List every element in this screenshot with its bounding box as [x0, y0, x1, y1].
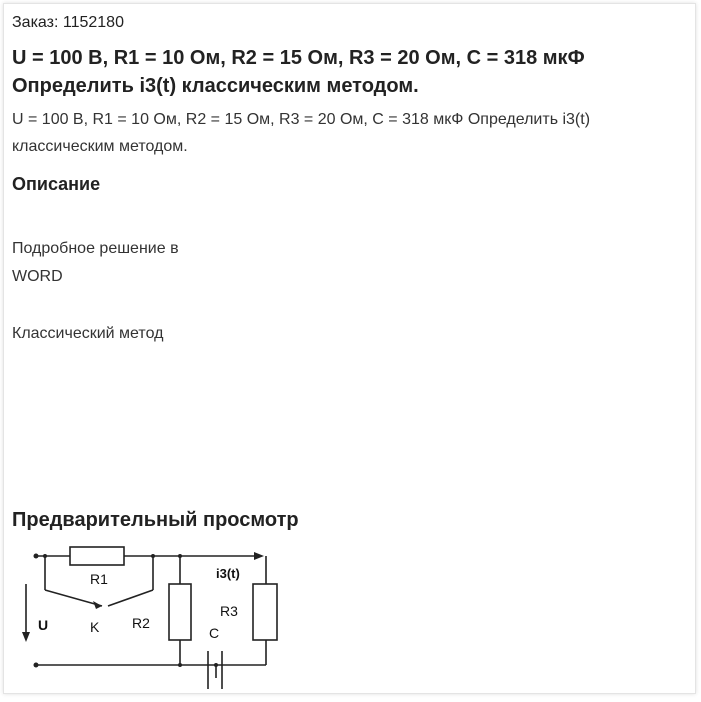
- description-body: [12, 235, 687, 348]
- description-line-1: Подробное решение в WORD: [12, 240, 179, 285]
- resistor-r2-icon: [169, 584, 191, 640]
- resistor-r1-icon: [70, 547, 124, 565]
- current-arrow-icon: [254, 552, 264, 560]
- resistor-r3-icon: [253, 584, 277, 640]
- label-c: C: [209, 625, 220, 641]
- description-heading: Описание: [12, 174, 101, 194]
- description-line-2: Классический метод: [12, 325, 164, 342]
- label-r3: R3: [220, 603, 238, 619]
- page-title: U = 100 В, R1 = 10 Ом, R2 = 15 Ом, R3 = 20 Ом, С = 318 мкФ Определить i3(t) классическим методом.: [12, 47, 585, 97]
- label-r1: R1: [90, 571, 108, 587]
- order-number: Заказ: 1152180: [12, 14, 124, 31]
- terminal-top-icon: [34, 554, 39, 559]
- circuit-diagram: [12, 546, 282, 694]
- label-i3: i3(t): [216, 566, 240, 581]
- label-k: K: [90, 619, 100, 635]
- switch-k-icon: [45, 590, 102, 606]
- task-summary: U = 100 В, R1 = 10 Ом, R2 = 15 Ом, R3 = 20 Ом, С = 318 мкФ Определить i3(t) классическим методом.: [12, 111, 591, 155]
- preview-heading: Предварительный просмотр: [12, 509, 299, 531]
- terminal-bottom-icon: [34, 663, 39, 668]
- product-card: [3, 3, 696, 694]
- label-u: U: [38, 617, 49, 633]
- voltage-arrow-icon: [22, 632, 30, 642]
- label-r2: R2: [132, 615, 150, 631]
